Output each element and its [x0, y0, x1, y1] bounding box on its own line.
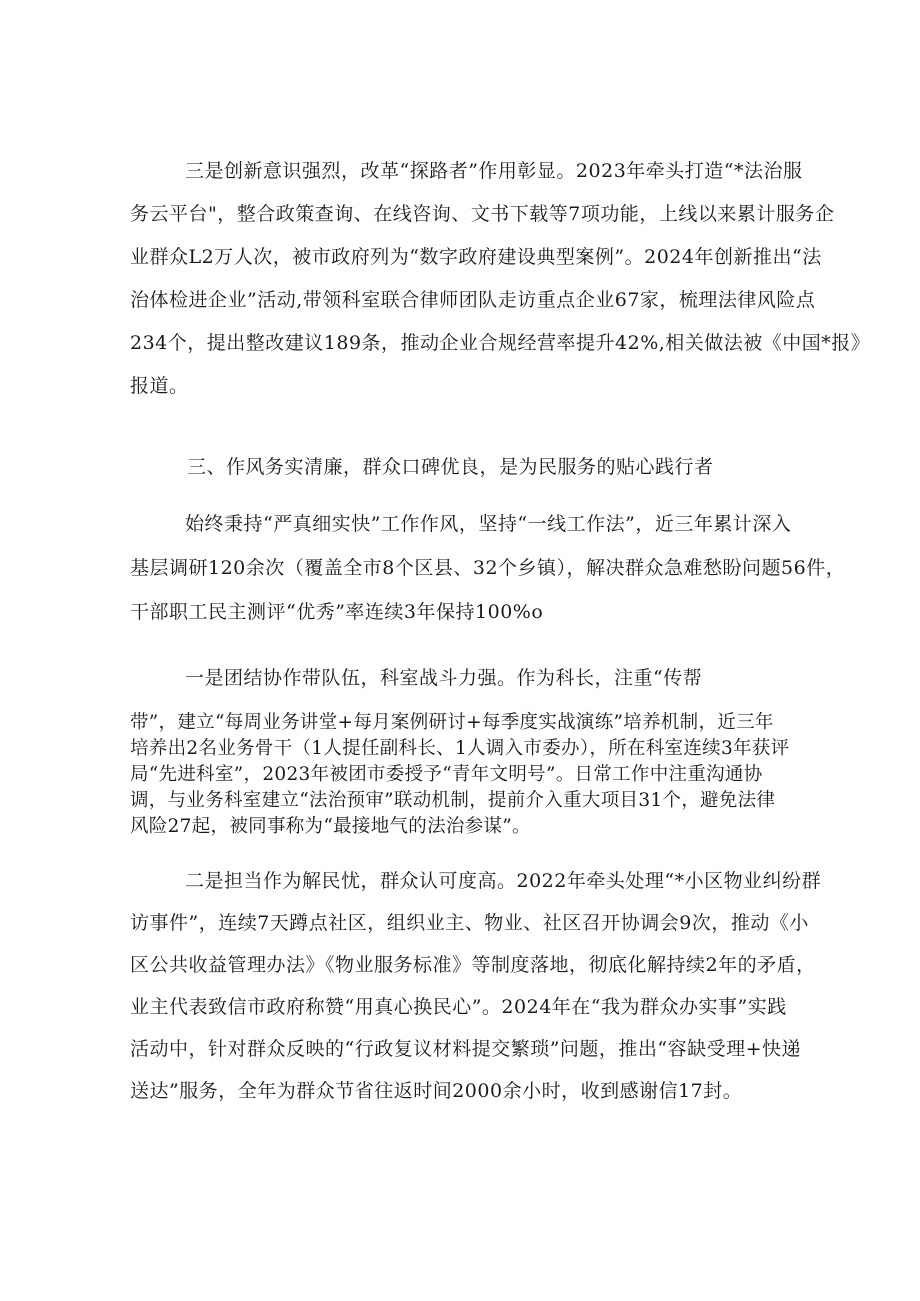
text-line: 报道。: [130, 375, 189, 397]
text-line: 调，与业务科室建立“法治预审”联动机制，提前介入重大项目31个，避免法律: [130, 790, 776, 811]
text-line: 三是创新意识强烈，改革“探路者”作用彰显。2023年牵头打造“*法治服: [185, 160, 803, 182]
paragraph-work-style: [130, 502, 846, 634]
text-line: 治体检进企业”活动,带领科室联合律师团队走访重点企业67家，梳理法律风险点: [130, 289, 816, 311]
section-heading: 三、作风务实清廉，群众口碑优良，是为民服务的贴心践行者: [187, 456, 714, 478]
text-line: 基层调研120余次（覆盖全市8个区县、32个乡镇），解决群众急难愁盼问题56件，: [130, 557, 846, 579]
paragraph-teamwork-body: [130, 710, 810, 840]
text-line: 局“先进科室”，2023年被团市委授予“青年文明号”。日常工作中注重沟通协: [130, 764, 763, 785]
text-line: 送达”服务，全年为群众节省往返时间2000余小时，收到感谢信17封。: [130, 1080, 743, 1102]
paragraph-innovation: [130, 150, 871, 408]
text-line: 访事件”，连续7天蹲点社区，组织业主、物业、社区召开协调会9次，推动《小: [130, 912, 809, 934]
text-line: 业主代表致信市政府称赞“用真心换民心”。2024年在“我为群众办实事”实践: [130, 996, 787, 1018]
text-line: 培养出2名业务骨干（1人提任副科长、1人调入市委办），所在科室连续3年获评: [130, 738, 790, 759]
text-line: 业群众L2万人次，被市政府列为“数字政府建设典型案例”。2024年创新推出“法: [130, 246, 822, 268]
text-line: 区公共收益管理办法》《物业服务标准》等制度落地，彻底化解持续2年的矛盾，: [130, 954, 816, 976]
text-line: 干部职工民主测评“优秀”率连续3年保持100%o: [130, 601, 544, 623]
text-line: 活动中，针对群众反映的“行政复议材料提交繁琐”问题，推出“容缺受理+快递: [130, 1038, 802, 1060]
text-line: 一是团结协作带队伍，科室战斗力强。作为科长，注重“传帮: [185, 667, 703, 689]
text-line: 带”，建立“每周业务讲堂+每月案例研讨+每季度实战演练”培养机制，近三年: [130, 712, 774, 733]
paragraph-teamwork-head: [130, 656, 810, 700]
paragraph-responsibility: [130, 860, 822, 1112]
text-line: 二是担当作为解民忧，群众认可度高。2022年牵头处理“*小区物业纠纷群: [185, 870, 822, 892]
text-line: 234个，提出整改建议189条，推动企业合规经营率提升42%,相关做法被《中国*报》: [130, 332, 871, 354]
text-line: 风险27起，被同事称为“最接地气的法治参谋”。: [130, 816, 531, 837]
text-line: 务云平台"，整合政策查询、在线咨询、文书下载等7项功能，上线以来累计服务企: [130, 203, 835, 225]
text-line: 始终秉持“严真细实快”工作作风，坚持“一线工作法”，近三年累计深入: [185, 513, 792, 535]
